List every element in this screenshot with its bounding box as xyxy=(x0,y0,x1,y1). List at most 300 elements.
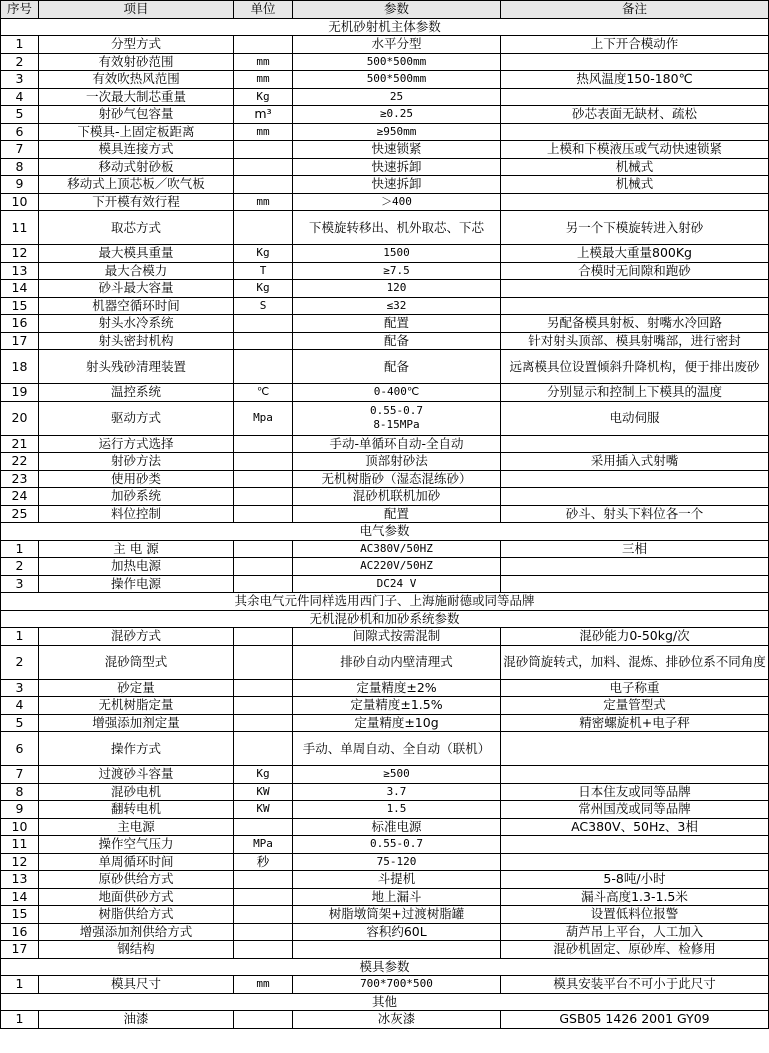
cell-item: 树脂供给方式 xyxy=(39,906,234,924)
table-row xyxy=(1,141,769,159)
section-title: 无机混砂机和加砂系统参数 xyxy=(1,610,769,628)
cell-note: 另一个下模旋转进入射砂 xyxy=(501,211,769,245)
header-row xyxy=(1,1,769,19)
cell-param: 25 xyxy=(293,88,501,106)
cell-unit xyxy=(234,540,293,558)
table-row xyxy=(1,106,769,124)
cell-item: 移动式射砂板 xyxy=(39,158,234,176)
cell-note xyxy=(501,88,769,106)
cell-note xyxy=(501,123,769,141)
cell-param: 无机树脂砂（湿态混练砂） xyxy=(293,470,501,488)
cell-no: 21 xyxy=(1,435,39,453)
table-row xyxy=(1,871,769,889)
cell-no: 13 xyxy=(1,871,39,889)
table-row xyxy=(1,315,769,333)
cell-note: 远离模具位设置倾斜升降机构，便于排出废砂 xyxy=(501,350,769,384)
cell-unit xyxy=(234,1011,293,1029)
cell-no: 1 xyxy=(1,628,39,646)
table-row xyxy=(1,645,769,679)
cell-note xyxy=(501,470,769,488)
cell-item: 射砂气包容量 xyxy=(39,106,234,124)
cell-note: 模具安装平台不可小于此尺寸 xyxy=(501,976,769,994)
cell-param: ≤32 xyxy=(293,297,501,315)
cell-unit xyxy=(234,350,293,384)
table-row xyxy=(1,262,769,280)
cell-item: 加热电源 xyxy=(39,558,234,576)
table-row xyxy=(1,697,769,715)
table-row xyxy=(1,853,769,871)
cell-param: DC24 V xyxy=(293,575,501,593)
cell-param: 排砂自动内壁清理式 xyxy=(293,645,501,679)
cell-param: 120 xyxy=(293,280,501,298)
table-row xyxy=(1,558,769,576)
cell-item: 砂定量 xyxy=(39,679,234,697)
cell-item: 射头密封机构 xyxy=(39,332,234,350)
section-title-row xyxy=(1,593,769,611)
spec-table-body xyxy=(1,1,769,1029)
cell-unit xyxy=(234,575,293,593)
cell-param: 0.55-0.7 xyxy=(293,836,501,854)
cell-unit xyxy=(234,470,293,488)
cell-param: 快速拆卸 xyxy=(293,158,501,176)
cell-note: 采用插入式射嘴 xyxy=(501,453,769,471)
table-row xyxy=(1,505,769,523)
cell-unit xyxy=(234,435,293,453)
cell-param: 配备 xyxy=(293,350,501,384)
cell-param: 地上漏斗 xyxy=(293,888,501,906)
cell-note: 分别显示和控制上下模具的温度 xyxy=(501,384,769,402)
cell-unit: ℃ xyxy=(234,384,293,402)
cell-note: 5-8吨/小时 xyxy=(501,871,769,889)
cell-note xyxy=(501,766,769,784)
cell-param: 0.55-0.7 8-15MPa xyxy=(293,401,501,435)
cell-unit xyxy=(234,488,293,506)
cell-unit xyxy=(234,36,293,54)
cell-no: 5 xyxy=(1,714,39,732)
cell-no: 14 xyxy=(1,888,39,906)
cell-note: 混砂机固定、原砂库、检修用 xyxy=(501,941,769,959)
table-row xyxy=(1,766,769,784)
cell-note xyxy=(501,836,769,854)
header-no: 序号 xyxy=(1,1,39,19)
table-row xyxy=(1,1011,769,1029)
cell-param: ≥500 xyxy=(293,766,501,784)
cell-param: 手动、单周自动、全自动（联机） xyxy=(293,732,501,766)
cell-unit: Kg xyxy=(234,88,293,106)
cell-no: 10 xyxy=(1,818,39,836)
cell-item: 油漆 xyxy=(39,1011,234,1029)
section-title: 其余电气元件同样选用西门子、上海施耐德或同等品牌 xyxy=(1,593,769,611)
cell-note: 漏斗高度1.3-1.5米 xyxy=(501,888,769,906)
table-row xyxy=(1,888,769,906)
table-row xyxy=(1,176,769,194)
cell-no: 6 xyxy=(1,123,39,141)
cell-unit: KW xyxy=(234,801,293,819)
cell-param: 配置 xyxy=(293,315,501,333)
cell-param: 1500 xyxy=(293,245,501,263)
cell-note xyxy=(501,297,769,315)
table-row xyxy=(1,211,769,245)
cell-note: 上模最大重量800Kg xyxy=(501,245,769,263)
cell-item: 原砂供给方式 xyxy=(39,871,234,889)
cell-unit xyxy=(234,332,293,350)
cell-param: 冰灰漆 xyxy=(293,1011,501,1029)
cell-unit xyxy=(234,158,293,176)
header-note: 备注 xyxy=(501,1,769,19)
cell-item: 使用砂类 xyxy=(39,470,234,488)
cell-no: 18 xyxy=(1,350,39,384)
section-title: 无机砂射机主体参数 xyxy=(1,18,769,36)
cell-param: 3.7 xyxy=(293,783,501,801)
cell-item: 最大合模力 xyxy=(39,262,234,280)
cell-item: 有效射砂范围 xyxy=(39,53,234,71)
table-row xyxy=(1,714,769,732)
cell-unit xyxy=(234,906,293,924)
cell-no: 22 xyxy=(1,453,39,471)
cell-param: 1.5 xyxy=(293,801,501,819)
cell-no: 2 xyxy=(1,53,39,71)
cell-item: 下开模有效行程 xyxy=(39,193,234,211)
header-item: 项目 xyxy=(39,1,234,19)
table-row xyxy=(1,540,769,558)
table-row xyxy=(1,245,769,263)
cell-param: 500*500mm xyxy=(293,71,501,89)
cell-no: 1 xyxy=(1,36,39,54)
cell-unit xyxy=(234,315,293,333)
section-title-row xyxy=(1,523,769,541)
cell-no: 4 xyxy=(1,88,39,106)
cell-no: 24 xyxy=(1,488,39,506)
cell-unit xyxy=(234,645,293,679)
cell-no: 16 xyxy=(1,315,39,333)
cell-no: 3 xyxy=(1,71,39,89)
cell-item: 下模具-上固定板距离 xyxy=(39,123,234,141)
table-row xyxy=(1,836,769,854)
table-row xyxy=(1,818,769,836)
cell-item: 加砂系统 xyxy=(39,488,234,506)
cell-unit xyxy=(234,888,293,906)
table-row xyxy=(1,941,769,959)
cell-note: 机械式 xyxy=(501,158,769,176)
cell-item: 钢结构 xyxy=(39,941,234,959)
cell-unit: mm xyxy=(234,71,293,89)
cell-item: 最大模具重量 xyxy=(39,245,234,263)
section-title-row xyxy=(1,993,769,1011)
cell-note: 上下开合模动作 xyxy=(501,36,769,54)
cell-unit: mm xyxy=(234,123,293,141)
cell-note: 常州国茂或同等品牌 xyxy=(501,801,769,819)
cell-no: 1 xyxy=(1,540,39,558)
cell-no: 11 xyxy=(1,211,39,245)
cell-unit xyxy=(234,505,293,523)
cell-note xyxy=(501,488,769,506)
cell-unit: Kg xyxy=(234,245,293,263)
cell-no: 3 xyxy=(1,575,39,593)
cell-unit xyxy=(234,923,293,941)
cell-param: 树脂墩筒架+过渡树脂罐 xyxy=(293,906,501,924)
cell-no: 15 xyxy=(1,906,39,924)
table-row xyxy=(1,280,769,298)
cell-unit: m³ xyxy=(234,106,293,124)
cell-unit xyxy=(234,141,293,159)
cell-no: 20 xyxy=(1,401,39,435)
cell-no: 9 xyxy=(1,801,39,819)
cell-no: 3 xyxy=(1,679,39,697)
section-title-row xyxy=(1,958,769,976)
cell-unit: mm xyxy=(234,53,293,71)
cell-no: 1 xyxy=(1,976,39,994)
table-row xyxy=(1,906,769,924)
cell-unit xyxy=(234,679,293,697)
cell-param: 混砂机联机加砂 xyxy=(293,488,501,506)
cell-unit xyxy=(234,941,293,959)
cell-param: 快速拆卸 xyxy=(293,176,501,194)
cell-item: 模具连接方式 xyxy=(39,141,234,159)
cell-item: 操作空气压力 xyxy=(39,836,234,854)
cell-note xyxy=(501,575,769,593)
cell-item: 过渡砂斗容量 xyxy=(39,766,234,784)
cell-no: 2 xyxy=(1,645,39,679)
table-row xyxy=(1,71,769,89)
cell-no: 17 xyxy=(1,332,39,350)
cell-param: 标准电源 xyxy=(293,818,501,836)
cell-param: ≥7.5 xyxy=(293,262,501,280)
cell-no: 5 xyxy=(1,106,39,124)
cell-param: 配备 xyxy=(293,332,501,350)
table-row xyxy=(1,470,769,488)
table-row xyxy=(1,193,769,211)
cell-note: AC380V、50Hz、3相 xyxy=(501,818,769,836)
cell-unit xyxy=(234,628,293,646)
header-param: 参数 xyxy=(293,1,501,19)
table-row xyxy=(1,453,769,471)
table-row xyxy=(1,783,769,801)
cell-item: 增强添加剂供给方式 xyxy=(39,923,234,941)
cell-note: 针对射头顶部、模具射嘴部，进行密封 xyxy=(501,332,769,350)
cell-item: 增强添加剂定量 xyxy=(39,714,234,732)
cell-note: GSB05 1426 2001 GY09 xyxy=(501,1011,769,1029)
cell-param: 75-120 xyxy=(293,853,501,871)
table-row xyxy=(1,332,769,350)
cell-no: 6 xyxy=(1,732,39,766)
table-row xyxy=(1,123,769,141)
cell-unit xyxy=(234,714,293,732)
cell-param: 定量精度±2% xyxy=(293,679,501,697)
cell-param: 定量精度±1.5% xyxy=(293,697,501,715)
cell-note: 砂斗、射头下料位各一个 xyxy=(501,505,769,523)
cell-param: 顶部射砂法 xyxy=(293,453,501,471)
cell-unit xyxy=(234,871,293,889)
cell-param: 容积约60L xyxy=(293,923,501,941)
cell-unit: Kg xyxy=(234,766,293,784)
cell-no: 11 xyxy=(1,836,39,854)
section-title: 其他 xyxy=(1,993,769,1011)
cell-no: 15 xyxy=(1,297,39,315)
cell-no: 13 xyxy=(1,262,39,280)
cell-item: 单周循环时间 xyxy=(39,853,234,871)
cell-unit xyxy=(234,211,293,245)
cell-no: 4 xyxy=(1,697,39,715)
cell-no: 19 xyxy=(1,384,39,402)
table-row xyxy=(1,88,769,106)
cell-note: 机械式 xyxy=(501,176,769,194)
cell-note xyxy=(501,193,769,211)
cell-item: 射头水冷系统 xyxy=(39,315,234,333)
table-row xyxy=(1,976,769,994)
cell-unit xyxy=(234,558,293,576)
cell-no: 10 xyxy=(1,193,39,211)
cell-item: 分型方式 xyxy=(39,36,234,54)
section-title: 电气参数 xyxy=(1,523,769,541)
cell-no: 9 xyxy=(1,176,39,194)
cell-item: 取芯方式 xyxy=(39,211,234,245)
cell-item: 有效吹热风范围 xyxy=(39,71,234,89)
cell-param: 间隙式按需混制 xyxy=(293,628,501,646)
cell-item: 射砂方法 xyxy=(39,453,234,471)
cell-param: 0-400℃ xyxy=(293,384,501,402)
cell-no: 12 xyxy=(1,245,39,263)
cell-note xyxy=(501,732,769,766)
table-row xyxy=(1,350,769,384)
section-title-row xyxy=(1,18,769,36)
cell-param: 水平分型 xyxy=(293,36,501,54)
cell-item: 模具尺寸 xyxy=(39,976,234,994)
cell-unit: mm xyxy=(234,976,293,994)
cell-param xyxy=(293,941,501,959)
cell-param: 700*700*500 xyxy=(293,976,501,994)
cell-note xyxy=(501,280,769,298)
cell-no: 8 xyxy=(1,158,39,176)
cell-item: 移动式上顶芯板／吹气板 xyxy=(39,176,234,194)
cell-unit xyxy=(234,818,293,836)
cell-unit xyxy=(234,453,293,471)
table-row xyxy=(1,297,769,315)
cell-note: 葫芦吊上平台，人工加入 xyxy=(501,923,769,941)
cell-param: 手动-单循环自动-全自动 xyxy=(293,435,501,453)
cell-note: 热风温度150-180℃ xyxy=(501,71,769,89)
cell-note xyxy=(501,853,769,871)
cell-no: 2 xyxy=(1,558,39,576)
cell-item: 地面供砂方式 xyxy=(39,888,234,906)
cell-item: 料位控制 xyxy=(39,505,234,523)
cell-unit: mm xyxy=(234,193,293,211)
cell-no: 7 xyxy=(1,141,39,159)
cell-no: 12 xyxy=(1,853,39,871)
cell-no: 1 xyxy=(1,1011,39,1029)
cell-unit: 秒 xyxy=(234,853,293,871)
table-row xyxy=(1,628,769,646)
cell-no: 17 xyxy=(1,941,39,959)
cell-param: 下模旋转移出、机外取芯、下芯 xyxy=(293,211,501,245)
cell-param: ≥0.25 xyxy=(293,106,501,124)
cell-param: AC220V/50HZ xyxy=(293,558,501,576)
cell-item: 翻转电机 xyxy=(39,801,234,819)
cell-note: 另配备模具射板、射嘴水冷回路 xyxy=(501,315,769,333)
cell-item: 操作方式 xyxy=(39,732,234,766)
cell-note xyxy=(501,53,769,71)
cell-note: 日本住友或同等品牌 xyxy=(501,783,769,801)
table-row xyxy=(1,401,769,435)
cell-unit: T xyxy=(234,262,293,280)
cell-note: 电子称重 xyxy=(501,679,769,697)
cell-no: 25 xyxy=(1,505,39,523)
cell-unit: Mpa xyxy=(234,401,293,435)
cell-note xyxy=(501,558,769,576)
table-row xyxy=(1,435,769,453)
table-row xyxy=(1,679,769,697)
cell-note: 混砂筒旋转式，加料、混炼、排砂位系不同角度 xyxy=(501,645,769,679)
cell-param: 配置 xyxy=(293,505,501,523)
table-row xyxy=(1,732,769,766)
cell-item: 射头残砂清理装置 xyxy=(39,350,234,384)
cell-note: 混砂能力0-50kg/次 xyxy=(501,628,769,646)
table-row xyxy=(1,575,769,593)
table-row xyxy=(1,801,769,819)
cell-param: ＞400 xyxy=(293,193,501,211)
cell-item: 驱动方式 xyxy=(39,401,234,435)
cell-item: 无机树脂定量 xyxy=(39,697,234,715)
cell-item: 温控系统 xyxy=(39,384,234,402)
cell-no: 23 xyxy=(1,470,39,488)
cell-item: 混砂电机 xyxy=(39,783,234,801)
cell-note: 精密螺旋机+电子秤 xyxy=(501,714,769,732)
cell-note: 砂芯表面无缺材、疏松 xyxy=(501,106,769,124)
table-row xyxy=(1,384,769,402)
cell-note xyxy=(501,435,769,453)
cell-no: 16 xyxy=(1,923,39,941)
cell-param: 定量精度±10g xyxy=(293,714,501,732)
cell-item: 主 电 源 xyxy=(39,540,234,558)
cell-param: 500*500mm xyxy=(293,53,501,71)
cell-unit: S xyxy=(234,297,293,315)
cell-unit xyxy=(234,176,293,194)
section-title: 模具参数 xyxy=(1,958,769,976)
cell-item: 操作电源 xyxy=(39,575,234,593)
cell-note: 合模时无间隙和跑砂 xyxy=(501,262,769,280)
cell-param: 快速锁紧 xyxy=(293,141,501,159)
table-row xyxy=(1,923,769,941)
cell-item: 一次最大制芯重量 xyxy=(39,88,234,106)
cell-note: 三相 xyxy=(501,540,769,558)
cell-no: 14 xyxy=(1,280,39,298)
table-row xyxy=(1,36,769,54)
cell-note: 定量管型式 xyxy=(501,697,769,715)
cell-unit xyxy=(234,697,293,715)
section-title-row xyxy=(1,610,769,628)
cell-param: 斗提机 xyxy=(293,871,501,889)
cell-unit: MPa xyxy=(234,836,293,854)
cell-item: 机器空循环时间 xyxy=(39,297,234,315)
table-row xyxy=(1,488,769,506)
cell-no: 8 xyxy=(1,783,39,801)
cell-param: ≥950mm xyxy=(293,123,501,141)
cell-param: AC380V/50HZ xyxy=(293,540,501,558)
table-row xyxy=(1,53,769,71)
cell-no: 7 xyxy=(1,766,39,784)
cell-note: 上模和下模液压或气动快速锁紧 xyxy=(501,141,769,159)
cell-note: 电动伺服 xyxy=(501,401,769,435)
cell-item: 砂斗最大容量 xyxy=(39,280,234,298)
cell-item: 主电源 xyxy=(39,818,234,836)
table-row xyxy=(1,158,769,176)
cell-unit: KW xyxy=(234,783,293,801)
cell-unit: Kg xyxy=(234,280,293,298)
header-unit: 单位 xyxy=(234,1,293,19)
cell-item: 混砂方式 xyxy=(39,628,234,646)
cell-note: 设置低料位报警 xyxy=(501,906,769,924)
cell-item: 运行方式选择 xyxy=(39,435,234,453)
cell-item: 混砂筒型式 xyxy=(39,645,234,679)
